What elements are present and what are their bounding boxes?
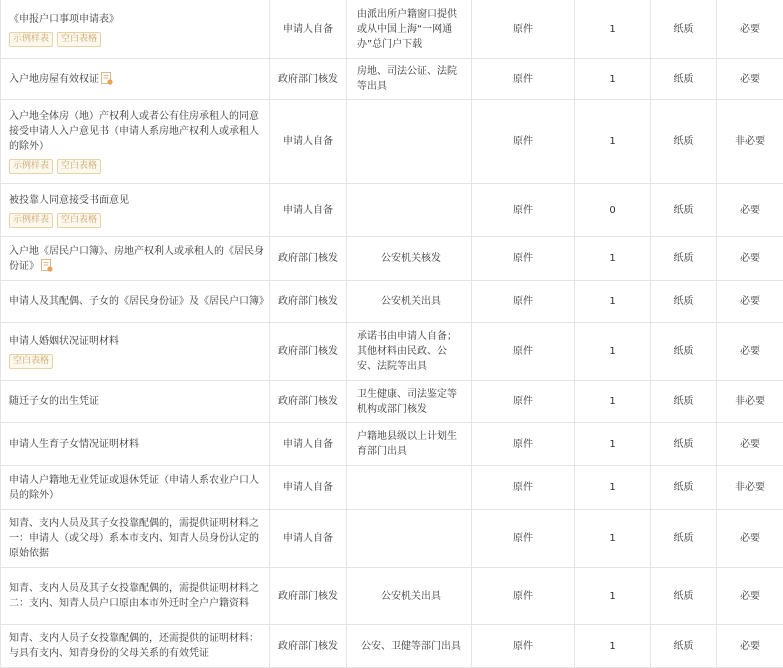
- material-name: 入户地《居民户口簿》、房地产权利人或承租人的《居民身份证》: [9, 246, 264, 272]
- required-cell: 非必要: [717, 381, 783, 423]
- source-cell: 政府部门核发: [270, 237, 347, 281]
- table-row: [1, 0, 783, 59]
- type-cell: 原件: [472, 423, 575, 466]
- type-cell: 原件: [472, 510, 575, 568]
- material-name: 申请人婚姻状况证明材料: [9, 336, 119, 347]
- count-cell: 1: [575, 466, 651, 510]
- type-cell: 原件: [472, 281, 575, 323]
- source-cell: 申请人自备: [270, 184, 347, 237]
- material-name: 入户地全体房（地）产权利人或者公有住房承租人的同意接受申请人入户意见书（申请人系房地产权利人或承租人的除外）: [9, 111, 259, 152]
- material-name: 入户地房屋有效权证: [9, 74, 99, 85]
- material-name-cell: [1, 323, 270, 381]
- count-cell: 1: [575, 0, 651, 59]
- material-name: 知青、支内人员及其子女投靠配偶的，需提供证明材料之二：支内、知青人员户口原由本市外迁时全户户籍资料: [9, 583, 259, 609]
- note-cell: 房地、司法公证、法院等出具: [347, 59, 472, 100]
- required-cell: 非必要: [717, 100, 783, 184]
- source-cell: 政府部门核发: [270, 568, 347, 625]
- blank-form-button[interactable]: 空白表格: [9, 354, 53, 369]
- medium-cell: 纸质: [651, 237, 717, 281]
- source-cell: 申请人自备: [270, 0, 347, 59]
- note-cell: 公安、卫健等部门出具: [347, 625, 472, 668]
- required-cell: 必要: [717, 281, 783, 323]
- type-cell: 原件: [472, 381, 575, 423]
- required-cell: 必要: [717, 184, 783, 237]
- count-cell: 1: [575, 625, 651, 668]
- e-certificate-icon[interactable]: [101, 72, 113, 85]
- required-cell: 必要: [717, 423, 783, 466]
- material-name: 随迁子女的出生凭证: [9, 396, 99, 407]
- count-cell: 1: [575, 568, 651, 625]
- medium-cell: 纸质: [651, 423, 717, 466]
- material-name: 知青、支内人员及其子女投靠配偶的，需提供证明材料之一：申请人（或父母）系本市支内、知青人员身份认定的原始依据: [9, 518, 259, 559]
- table-row: [1, 184, 783, 237]
- required-cell: 必要: [717, 625, 783, 668]
- medium-cell: 纸质: [651, 59, 717, 100]
- medium-cell: 纸质: [651, 100, 717, 184]
- type-cell: 原件: [472, 625, 575, 668]
- sample-form-button[interactable]: 示例样表: [9, 159, 53, 174]
- source-cell: 政府部门核发: [270, 59, 347, 100]
- medium-cell: 纸质: [651, 510, 717, 568]
- medium-cell: 纸质: [651, 568, 717, 625]
- required-cell: 必要: [717, 0, 783, 59]
- note-cell: [347, 100, 472, 184]
- material-name: 《申报户口事项申请表》: [9, 14, 119, 25]
- type-cell: 原件: [472, 59, 575, 100]
- source-cell: 政府部门核发: [270, 625, 347, 668]
- medium-cell: 纸质: [651, 466, 717, 510]
- count-cell: 1: [575, 59, 651, 100]
- type-cell: 原件: [472, 0, 575, 59]
- medium-cell: 纸质: [651, 184, 717, 237]
- required-cell: 非必要: [717, 466, 783, 510]
- sample-form-button[interactable]: 示例样表: [9, 213, 53, 228]
- source-cell: 申请人自备: [270, 100, 347, 184]
- note-cell: 卫生健康、司法鉴定等机构或部门核发: [347, 381, 472, 423]
- note-cell: 公安机关核发: [347, 237, 472, 281]
- table-row: [1, 568, 783, 625]
- source-cell: 政府部门核发: [270, 323, 347, 381]
- material-name: 被投靠人同意接受书面意见: [9, 195, 129, 206]
- source-cell: 政府部门核发: [270, 381, 347, 423]
- count-cell: 1: [575, 510, 651, 568]
- type-cell: 原件: [472, 466, 575, 510]
- table-row: [1, 100, 783, 184]
- material-name: 知青、支内人员子女投靠配偶的，还需提供的证明材料：与具有支内、知青身份的父母关系的有效凭证: [9, 633, 259, 659]
- sample-form-button[interactable]: 示例样表: [9, 32, 53, 47]
- blank-form-button[interactable]: 空白表格: [57, 213, 101, 228]
- medium-cell: 纸质: [651, 625, 717, 668]
- required-cell: 必要: [717, 237, 783, 281]
- material-name-cell: [1, 59, 270, 100]
- type-cell: 原件: [472, 100, 575, 184]
- material-name-cell: [1, 281, 270, 323]
- required-cell: 必要: [717, 510, 783, 568]
- note-cell: 由派出所户籍窗口提供或从中国上海“一网通办”总门户下载: [347, 0, 472, 59]
- table-row: [1, 59, 783, 100]
- material-name-cell: [1, 237, 270, 281]
- table-row: [1, 281, 783, 323]
- required-cell: 必要: [717, 59, 783, 100]
- table-row: [1, 237, 783, 281]
- source-cell: 申请人自备: [270, 510, 347, 568]
- source-cell: 申请人自备: [270, 466, 347, 510]
- material-name-cell: [1, 100, 270, 184]
- table-row: [1, 323, 783, 381]
- type-cell: 原件: [472, 184, 575, 237]
- note-cell: [347, 184, 472, 237]
- blank-form-button[interactable]: 空白表格: [57, 159, 101, 174]
- count-cell: 1: [575, 281, 651, 323]
- table-row: [1, 466, 783, 510]
- type-cell: 原件: [472, 237, 575, 281]
- type-cell: 原件: [472, 568, 575, 625]
- material-name-cell: [1, 423, 270, 466]
- count-cell: 1: [575, 100, 651, 184]
- material-name-cell: [1, 184, 270, 237]
- table-row: [1, 381, 783, 423]
- material-name-cell: [1, 625, 270, 668]
- material-name-cell: [1, 510, 270, 568]
- note-cell: 承诺书由申请人自备；其他材料由民政、公安、法院等出具: [347, 323, 472, 381]
- required-cell: 必要: [717, 323, 783, 381]
- material-name: 申请人户籍地无业凭证或退休凭证（申请人系农业户口人员的除外）: [9, 475, 259, 501]
- count-cell: 1: [575, 423, 651, 466]
- note-cell: [347, 466, 472, 510]
- count-cell: 1: [575, 381, 651, 423]
- medium-cell: 纸质: [651, 381, 717, 423]
- note-cell: 公安机关出具: [347, 281, 472, 323]
- table-row: [1, 423, 783, 466]
- count-cell: 1: [575, 237, 651, 281]
- table-row: [1, 625, 783, 668]
- count-cell: 0: [575, 184, 651, 237]
- required-cell: 必要: [717, 568, 783, 625]
- material-name-cell: [1, 568, 270, 625]
- source-cell: 申请人自备: [270, 423, 347, 466]
- count-cell: 1: [575, 323, 651, 381]
- material-name-cell: [1, 0, 270, 59]
- material-name: 申请人生育子女情况证明材料: [9, 439, 139, 450]
- table-row: [1, 510, 783, 568]
- material-name-cell: [1, 466, 270, 510]
- type-cell: 原件: [472, 323, 575, 381]
- material-name: 申请人及其配偶、子女的《居民身份证》及《居民户口簿》: [9, 296, 269, 307]
- source-cell: 政府部门核发: [270, 281, 347, 323]
- e-certificate-icon[interactable]: [41, 259, 53, 272]
- medium-cell: 纸质: [651, 281, 717, 323]
- note-cell: [347, 510, 472, 568]
- medium-cell: 纸质: [651, 0, 717, 59]
- note-cell: 公安机关出具: [347, 568, 472, 625]
- material-name-cell: [1, 381, 270, 423]
- blank-form-button[interactable]: 空白表格: [57, 32, 101, 47]
- medium-cell: 纸质: [651, 323, 717, 381]
- note-cell: 户籍地县级以上计划生育部门出具: [347, 423, 472, 466]
